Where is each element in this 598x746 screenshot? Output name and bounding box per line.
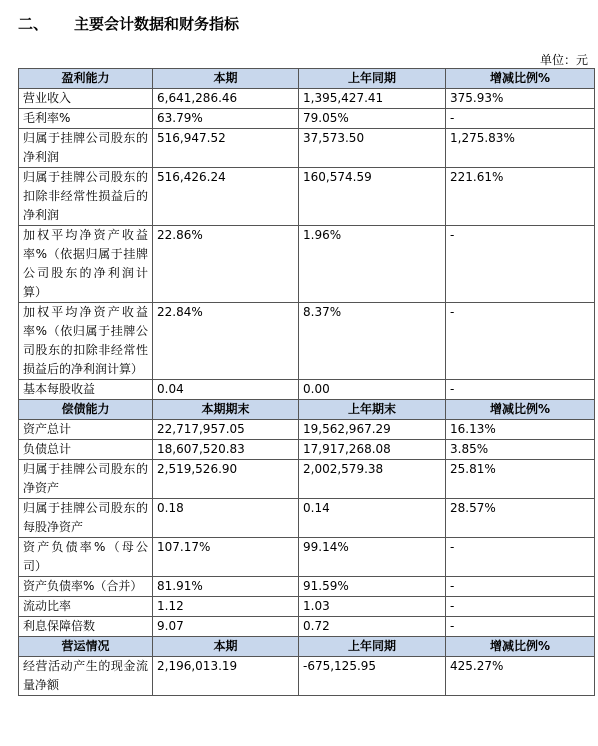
section-title: 主要会计数据和财务指标 [74,14,240,33]
table-row [19,168,595,226]
row-label: 毛利率% [19,109,153,129]
header-cell: 营运情况 [19,637,153,657]
header-cell: 本期期末 [153,400,299,420]
current-value: 22,717,957.05 [153,420,299,440]
header-cell: 本期 [153,69,299,89]
row-label: 归属于挂牌公司股东的每股净资产 [19,499,153,538]
header-cell: 偿债能力 [19,400,153,420]
prior-value: 0.14 [299,499,446,538]
header-cell: 本期 [153,637,299,657]
change-value: 16.13% [446,420,595,440]
section-heading [18,12,239,34]
current-value: 107.17% [153,538,299,577]
current-value: 22.84% [153,303,299,380]
change-value: 28.57% [446,499,595,538]
header-cell: 上年同期 [299,637,446,657]
change-value: 375.93% [446,89,595,109]
header-cell: 增减比例% [446,400,595,420]
prior-value: 8.37% [299,303,446,380]
prior-value: 1.96% [299,226,446,303]
table-row [19,303,595,380]
prior-value: 37,573.50 [299,129,446,168]
financial-indicators-table [18,68,595,696]
table-row [19,380,595,400]
prior-value: 160,574.59 [299,168,446,226]
change-value: - [446,577,595,597]
change-value: - [446,303,595,380]
prior-value: -675,125.95 [299,657,446,696]
prior-value: 17,917,268.08 [299,440,446,460]
row-label: 加权平均净资产收益率%（依归属于挂牌公司股东的扣除非经常性损益后的净利润计算） [19,303,153,380]
current-value: 2,519,526.90 [153,460,299,499]
current-value: 2,196,013.19 [153,657,299,696]
prior-value: 0.72 [299,617,446,637]
profit-header-row [19,69,595,89]
table-row [19,617,595,637]
table-row [19,226,595,303]
current-value: 516,947.52 [153,129,299,168]
table-row [19,538,595,577]
unit-label: 单位：元 [539,53,588,67]
header-cell: 上年同期 [299,69,446,89]
row-label: 负债总计 [19,440,153,460]
table-row [19,499,595,538]
change-value: 25.81% [446,460,595,499]
current-value: 22.86% [153,226,299,303]
row-label: 经营活动产生的现金流量净额 [19,657,153,696]
current-value: 81.91% [153,577,299,597]
current-value: 9.07 [153,617,299,637]
current-value: 63.79% [153,109,299,129]
current-value: 1.12 [153,597,299,617]
prior-value: 19,562,967.29 [299,420,446,440]
change-value: 1,275.83% [446,129,595,168]
table-row [19,89,595,109]
change-value: - [446,226,595,303]
change-value: - [446,109,595,129]
row-label: 资产负债率%（合并） [19,577,153,597]
change-value: - [446,617,595,637]
change-value: 425.27% [446,657,595,696]
row-label: 基本每股收益 [19,380,153,400]
row-label: 资产总计 [19,420,153,440]
prior-value: 1.03 [299,597,446,617]
prior-value: 0.00 [299,380,446,400]
row-label: 归属于挂牌公司股东的净利润 [19,129,153,168]
table-row [19,440,595,460]
operations-header-row [19,637,595,657]
row-label: 归属于挂牌公司股东的净资产 [19,460,153,499]
row-label: 资产负债率%（母公司） [19,538,153,577]
prior-value: 79.05% [299,109,446,129]
change-value: - [446,597,595,617]
current-value: 6,641,286.46 [153,89,299,109]
header-cell: 增减比例% [446,637,595,657]
prior-value: 99.14% [299,538,446,577]
change-value: 221.61% [446,168,595,226]
table-row [19,129,595,168]
change-value: - [446,538,595,577]
row-label: 营业收入 [19,89,153,109]
row-label: 加权平均净资产收益率%（依据归属于挂牌公司股东的净利润计算） [19,226,153,303]
prior-value: 2,002,579.38 [299,460,446,499]
solvency-header-row [19,400,595,420]
table-row [19,420,595,440]
table-row [19,460,595,499]
change-value: 3.85% [446,440,595,460]
current-value: 516,426.24 [153,168,299,226]
row-label: 利息保障倍数 [19,617,153,637]
current-value: 0.04 [153,380,299,400]
row-label: 流动比率 [19,597,153,617]
prior-value: 91.59% [299,577,446,597]
section-number: 二、 [18,14,49,33]
table-row [19,577,595,597]
table-row [19,109,595,129]
current-value: 18,607,520.83 [153,440,299,460]
current-value: 0.18 [153,499,299,538]
header-cell: 上年期末 [299,400,446,420]
prior-value: 1,395,427.41 [299,89,446,109]
header-cell: 增减比例% [446,69,595,89]
row-label: 归属于挂牌公司股东的扣除非经常性损益后的净利润 [19,168,153,226]
table-row [19,597,595,617]
change-value: - [446,380,595,400]
table-row [19,657,595,696]
header-cell: 盈利能力 [19,69,153,89]
